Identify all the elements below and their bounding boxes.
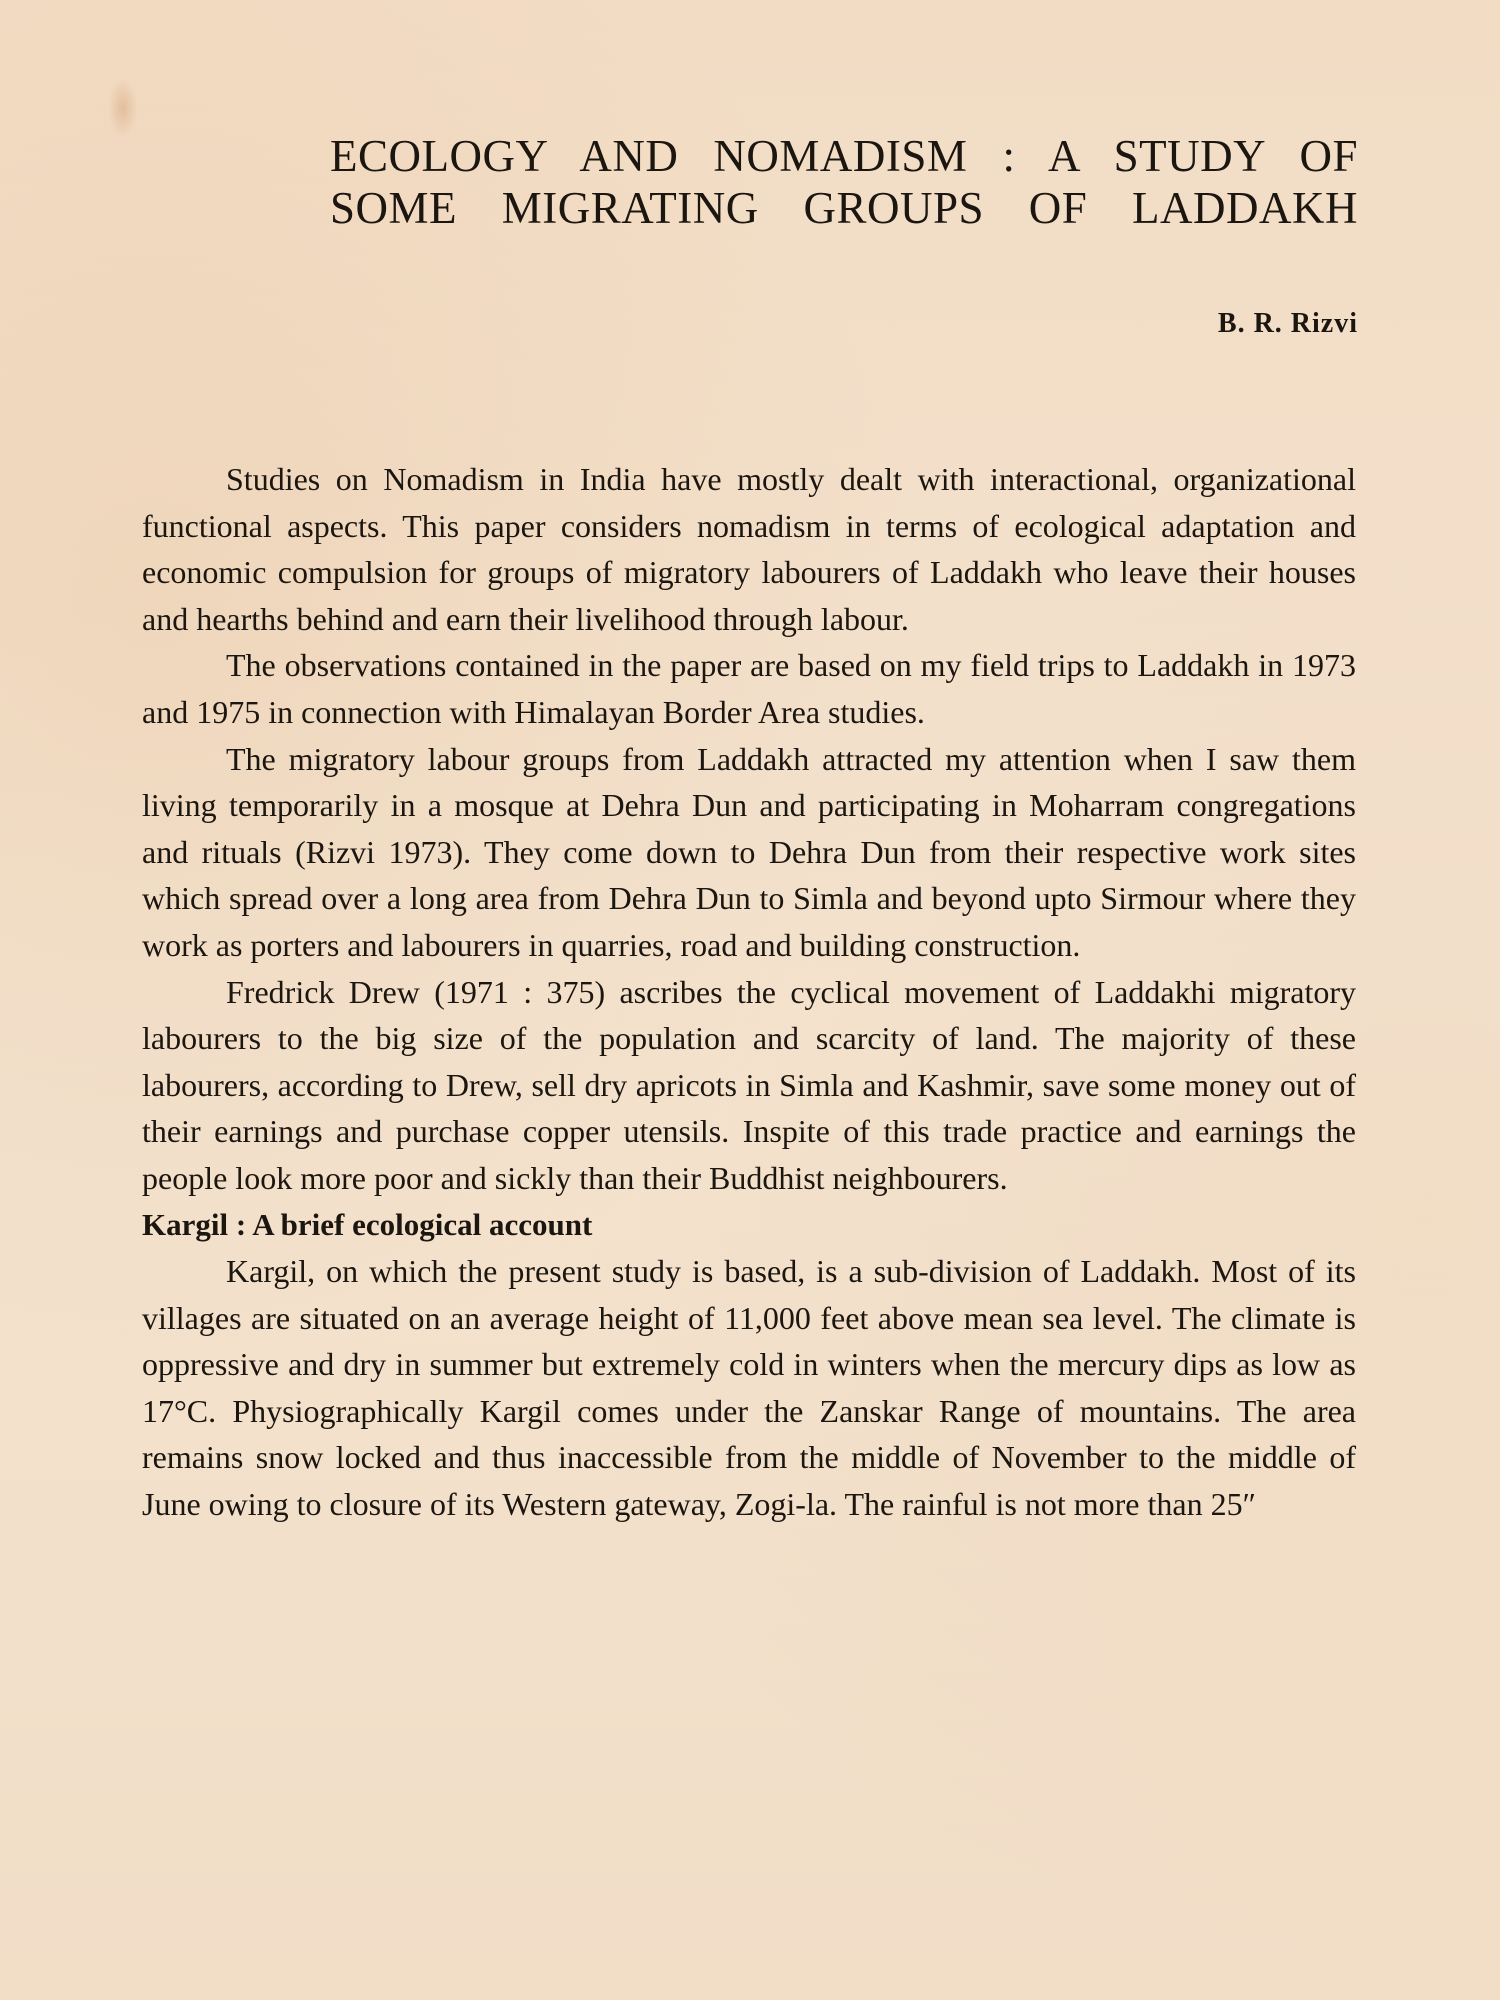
paragraph-migratory-groups: The migratory labour groups from Laddakh attracted my attention when I saw them living temporarily in a mosque at Dehra Dun and participating in Moharram congregations and rituals (Rizvi 1973). They come down to Dehra Dun from their respective work sites which spread over a long area from Dehra Dun to Simla and beyond upto Sirmour where they work as porters and labourers in quarries, road and building construction. [142,740,1356,963]
paper-stain [108,78,138,138]
paragraph-field-trips: The observations contained in the paper are based on my field trips to Laddakh in 1973 and 1975 in connection with Himalayan Border Area studies. [142,647,1356,730]
section-heading: Kargil : A brief ecological account [142,1206,593,1242]
article-body [142,456,1356,1528]
paragraph-abstract: Studies on Nomadism in India have mostly dealt with interactional, organizational functional aspects. This paper considers nomadism in terms of ecological adaptation and economic compulsion for groups of migratory labourers of Laddakh who leave their houses and hearths behind and earn their livelihood through labour. [142,461,1356,637]
title-line-1: ECOLOGY AND NOMADISM : A STUDY OF [330,131,1358,181]
author-name: B. R. Rizvi [1217,308,1358,339]
title-line-2: SOME MIGRATING GROUPS OF LADDAKH [330,183,1358,233]
paragraph-drew: Fredrick Drew (1971 : 375) ascribes the cyclical movement of Laddakhi migratory labourers to the big size of the population and scarcity of land. The majority of these labourers, according to Drew, sell dry apricots in Simla and Kashmir, save some money out of their earnings and purchase copper utensils. Inspite of this trade practice and earnings the people look more poor and sickly than their Buddhist neighbourers. [142,973,1356,1196]
paragraph-kargil: Kargil, on which the present study is based, is a sub-division of Laddakh. Most of its villages are situated on an average height of 11,000 feet above mean sea level. The climate is oppressive and dry in summer but extremely cold in winters when the mercury dips as low as 17°C. Physiographically Kargil comes under the Zanskar Range of mountains. The area remains snow locked and thus inaccessible from the middle of November to the middle of June owing to closure of its Western gateway, Zogi-la. The rainful is not more than 25″ [142,1253,1356,1523]
article-title [330,130,1358,234]
